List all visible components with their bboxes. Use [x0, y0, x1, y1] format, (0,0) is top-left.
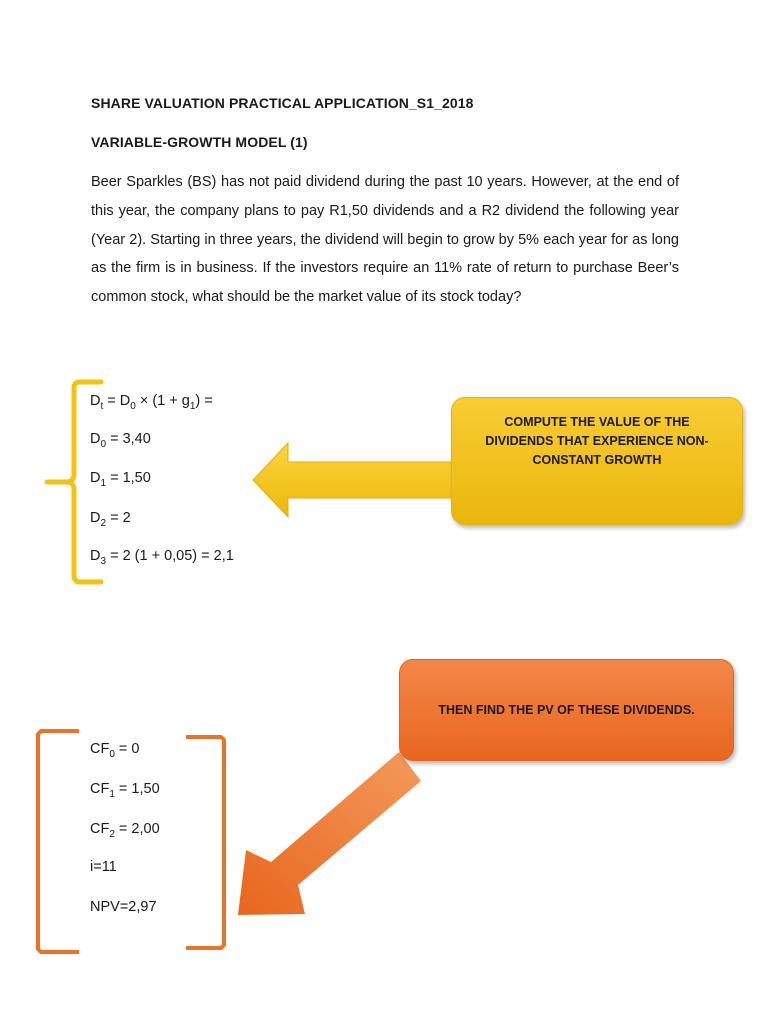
formula-dt: $D_t = D_0 \times (1 + g_1)$ = — [90, 393, 213, 412]
yellow-callout-box — [451, 397, 743, 525]
orange-callout-text: THEN FIND THE PV OF THESE DIVIDENDS. — [438, 703, 695, 717]
orange-right-bracket-icon — [186, 737, 224, 948]
cashflow-cf1: $CF_1 = 1,50$ — [90, 781, 160, 800]
page-title: SHARE VALUATION PRACTICAL APPLICATION_S1_2018 — [91, 95, 474, 111]
orange-left-bracket-icon — [38, 731, 79, 952]
interest-rate: i=11 — [90, 859, 117, 875]
orange-callout-box — [399, 659, 734, 761]
equation-d2: $D_2 = 2$ — [90, 510, 131, 529]
cashflow-cf2: $CF_2 = 2,00$ — [90, 821, 160, 840]
yellow-callout-text: COMPUTE THE VALUE OF THE DIVIDENDS THAT EXPERIENCE NON-CONSTANT GROWTH — [485, 414, 709, 467]
problem-paragraph: Beer Sparkles (BS) has not paid dividend during the past 10 years. However, at the end of this year, the company plans to pay R1,50 dividends and a R2 dividend the following year (Year 2). Starting in three years, the dividend will begin to grow by 5% each year for as long as the firm is in business. If the investors require an 11% rate of return to purchase Beer’s common stock, what should be the market value of its stock today? — [91, 174, 679, 306]
section-subtitle: VARIABLE-GROWTH MODEL (1) — [91, 134, 308, 150]
equation-d1: $D_1 = 1,50$ — [90, 470, 151, 489]
equation-d3: $D_3 = 2$ (1 + 0,05) = 2,1 — [90, 548, 234, 567]
orange-diagonal-arrow-icon — [238, 752, 421, 915]
yellow-left-arrow-icon — [253, 443, 452, 517]
npv-result: NPV=2,97 — [90, 899, 157, 915]
cashflow-cf0: $CF_0 = 0$ — [90, 741, 140, 760]
equation-d0: $D_0 = 3,40$ — [90, 431, 151, 450]
